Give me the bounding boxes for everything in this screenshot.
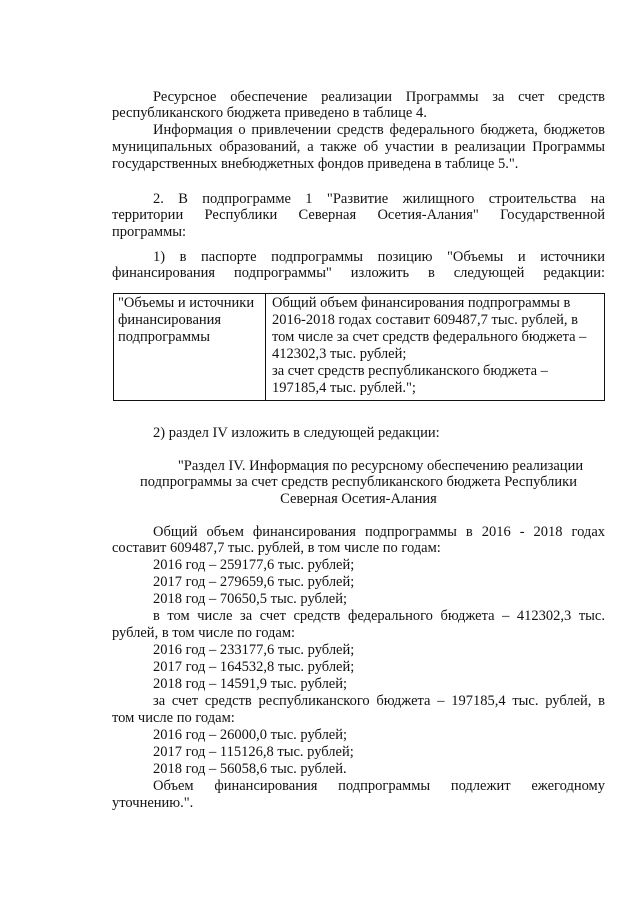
text-line: финансирования подпрограммы" изложить в следующей редакции:	[112, 265, 605, 282]
amendment-item-2-2	[112, 425, 605, 442]
year-line: 2018 год – 70650,5 тыс. рублей;	[153, 591, 348, 608]
section-heading	[112, 458, 605, 509]
year-line: 2018 год – 14591,9 тыс. рублей;	[153, 675, 348, 692]
text-line: 1) в паспорте подпрограммы позицию "Объемы и источники	[153, 248, 605, 265]
heading-line: "Раздел IV. Информация по ресурсному обеспечению реализации	[177, 457, 584, 474]
text-line: территории Республики Северная Осетия-Алания" Государственной	[112, 207, 605, 224]
text-line: Ресурсное обеспечение реализации Программы за счет средств	[153, 88, 605, 105]
text-line: республиканского бюджета приведено в таблице 4.	[112, 105, 427, 122]
text-line: том числе по годам:	[112, 709, 235, 726]
heading-line: подпрограммы за счет средств республиканского бюджета Республики	[140, 474, 577, 491]
text-line: Общий объем финансирования подпрограммы в 2016 - 2018 годах	[153, 523, 605, 540]
text-line: в том числе за счет средств федерального бюджета – 412302,3 тыс.	[153, 608, 605, 625]
text-line: рублей, в том числе по годам:	[112, 625, 296, 642]
table-cell-line: 412302,3 тыс. рублей;	[272, 345, 407, 362]
table-cell-line: финансирования	[118, 311, 222, 328]
amendment-item-2-1	[112, 249, 605, 283]
table-cell-line: том числе за счет средств федерального бюджета –	[272, 328, 587, 345]
table-cell-line: 2016-2018 годах составит 609487,7 тыс. рублей, в	[272, 311, 578, 328]
section-body	[112, 524, 605, 812]
text-line: муниципальных образований, а также об участии в реализации Программы	[112, 139, 605, 156]
year-line: 2018 год – 56058,6 тыс. рублей.	[153, 760, 347, 777]
table-cell-line: за счет средств республиканского бюджета –	[272, 362, 548, 379]
passport-table-value-cell	[266, 294, 604, 400]
year-line: 2017 год – 279659,6 тыс. рублей;	[153, 574, 355, 591]
text-line: государственных внебюджетных фондов приведена в таблице 5.".	[112, 156, 519, 173]
passport-table-label-cell	[114, 294, 266, 400]
resource-and-federal-paragraphs	[112, 89, 605, 174]
year-line: 2016 год – 259177,6 тыс. рублей;	[153, 557, 355, 574]
year-line: 2016 год – 233177,6 тыс. рублей;	[153, 642, 355, 659]
table-cell-line: "Объемы и источники	[118, 295, 255, 311]
amendment-item-2	[112, 191, 605, 242]
text-line: за счет средств республиканского бюджета – 197185,4 тыс. рублей, в	[153, 692, 605, 709]
heading-line: Северная Осетия-Алания	[280, 491, 437, 508]
text-line: 2) раздел IV изложить в следующей редакции:	[153, 424, 440, 441]
text-line: составит 609487,7 тыс. рублей, в том числе по годам:	[112, 540, 441, 557]
text-line: 2. В подпрограмме 1 "Развитие жилищного строительства на	[153, 190, 605, 207]
table-cell-line: 197185,4 тыс. рублей.";	[272, 379, 416, 396]
passport-table	[113, 293, 605, 401]
table-cell-line: Общий объем финансирования подпрограммы в	[272, 295, 571, 311]
text-line: Информация о привлечении средств федерального бюджета, бюджетов	[153, 122, 605, 139]
year-line: 2016 год – 26000,0 тыс. рублей;	[153, 726, 348, 743]
year-line: 2017 год – 115126,8 тыс. рублей;	[153, 743, 354, 760]
text-line: программы:	[112, 224, 187, 241]
text-line: уточнению.".	[112, 794, 194, 811]
text-line: Объем финансирования подпрограммы подлежит ежегодному	[153, 777, 605, 794]
table-cell-line: подпрограммы	[118, 328, 210, 345]
year-line: 2017 год – 164532,8 тыс. рублей;	[153, 659, 355, 675]
